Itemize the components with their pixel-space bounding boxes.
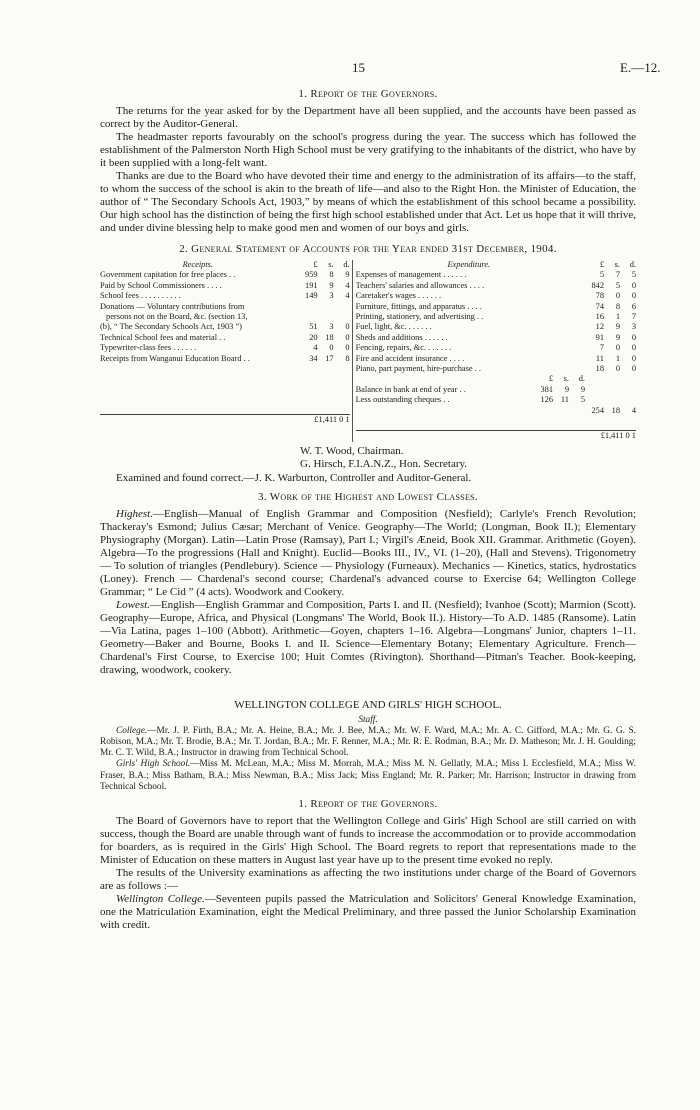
expenditure-row	[356, 354, 636, 364]
college-label: College.	[116, 725, 148, 736]
amount-shillings: 1	[615, 312, 620, 322]
amount-pence: 4	[631, 405, 636, 415]
girls-label: Girls' High School.	[116, 759, 191, 770]
secretary-signature: G. Hirsch, F.I.A.N.Z., Hon. Secretary.	[300, 457, 468, 470]
amount-shillings: 3	[329, 322, 334, 332]
money-header: s.	[614, 260, 620, 269]
amount-shillings: 0	[329, 343, 334, 353]
page-body	[100, 86, 636, 932]
amount-pence: 5	[631, 270, 636, 280]
amount-shillings: 7	[615, 270, 620, 280]
receipt-row	[100, 270, 350, 280]
amount-pence: 3	[631, 322, 636, 332]
expenditure-row	[356, 270, 636, 280]
receipt-row	[100, 291, 350, 301]
outstanding-row	[356, 395, 636, 405]
college-results-label: Wellington College.	[116, 892, 205, 905]
amount-pence: 7	[631, 312, 636, 322]
amount-pounds: 959	[305, 270, 318, 280]
amount-shillings: 0	[615, 364, 620, 374]
money-header: s.	[563, 374, 569, 384]
receipt-row	[100, 312, 350, 322]
lowest-classes	[100, 599, 636, 677]
college-results-text: —Seventeen pupils passed the Matriculation and Solicitors' General Knowledge Examination, one the Matriculation Examination, eight the Medical Preliminary, and three passed the Junior Scholarship Examination with credit.	[100, 892, 636, 931]
account-item-desc: Government capitation for free places . .	[100, 270, 236, 280]
staff-label: Staff.	[358, 714, 378, 725]
amount-pounds: 254	[591, 405, 604, 415]
account-item-desc: Furniture, fittings, and apparatus . . . .	[355, 301, 482, 311]
college-staff	[100, 726, 636, 760]
expenditure-row	[356, 364, 636, 374]
account-item-desc: Piano, part payment, hire-purchase . .	[355, 364, 481, 374]
receipt-row	[100, 322, 350, 332]
amount-pence: 0	[345, 332, 350, 342]
expenditure-total: £1,411 0 1	[600, 431, 636, 441]
accounts-table	[100, 260, 636, 442]
audit-statement: Examined and found correct.—J. K. Warburton, Controller and Auditor-General.	[116, 471, 472, 484]
amount-pounds: 191	[305, 280, 318, 290]
amount-shillings: 9	[564, 384, 569, 394]
receipt-row	[100, 343, 350, 353]
girls-staff-text: —Miss M. McLean, M.A.; Miss M. Morrah, M.A.; Miss M. N. Gellatly, M.A.; Miss I. Ecclesfield, M.A.; Miss W. Fraser, B.A.; Miss Batham, B.A.; Miss Newman, B.A.; Miss Jack; Miss England; Mr. R. Parker; Mr. Harrison; Instructor in drawing from Technical School.	[100, 759, 636, 792]
receipts-total-row	[100, 414, 350, 425]
expenditure-row	[356, 343, 636, 353]
amount-pounds: 78	[595, 291, 604, 301]
receipt-row	[100, 354, 350, 364]
amount-shillings: 18	[325, 332, 334, 342]
expenditure-column	[353, 260, 636, 442]
expenditure-row	[356, 312, 636, 322]
account-item-desc: Fencing, repairs, &c. . . . . . .	[355, 343, 452, 353]
amount-pence: 9	[580, 384, 585, 394]
balance-total-row	[356, 406, 636, 416]
account-item-desc: Teachers' salaries and allowances . . . .	[355, 280, 485, 290]
money-header: £	[599, 260, 604, 269]
amount-pounds: 12	[595, 322, 604, 332]
money-header: d.	[578, 374, 585, 384]
receipts-label: Receipts.	[182, 260, 214, 269]
work-heading: 3. Work of the Highest and Lowest Classes.	[258, 490, 478, 503]
amount-pounds: 91	[595, 332, 604, 342]
account-item-desc: School fees . . . . . . . . . .	[100, 291, 181, 301]
account-item-desc: persons not on the Board, &c. (section 13,	[106, 312, 248, 322]
money-header: £	[313, 260, 318, 269]
account-item-desc: Expenses of management . . . . . .	[355, 270, 467, 280]
amount-pounds: 5	[599, 270, 604, 280]
account-item-desc: Printing, stationery, and advertising . .	[355, 312, 484, 322]
page-number: 15	[352, 60, 365, 75]
amount-pounds: 20	[309, 332, 318, 342]
wellington-report-paragraph: The Board of Governors have to report that the Wellington College and Girls' High School are still carried on with success, though the Board are unable through want of funds to increase the accommodation or to provide accommodation for boarders, as is required in the Girls' High School. The Board regrets to report that representations made to the Minister of Education on these matters in August last year have up to the present time evoked no reply.	[100, 814, 636, 866]
report-paragraph: The headmaster reports favourably on the school's progress during the year. The success which has followed the establishment of the Palmerston North High School must be very gratifying to the inhabitants of the district, who have by it been supplied with a long-felt want.	[100, 131, 636, 169]
amount-shillings: 5	[615, 280, 620, 290]
highest-label: Highest.	[116, 507, 153, 520]
account-item-desc: Sheds and additions . . . . . .	[355, 332, 448, 342]
balance-bank-desc: Balance in bank at end of year . .	[355, 384, 466, 394]
wellington-report-heading: 1. Report of the Governors.	[298, 797, 438, 810]
expenditure-row	[356, 291, 636, 301]
money-header: d.	[343, 260, 350, 269]
expenditure-row	[356, 322, 636, 332]
lowest-text: —English—English Grammar and Composition, Parts I. and II. (Nesfield); Ivanhoe (Scott); Marmion (Scott). Geography—Europe, Africa, and Physical (Longmans' The World, Book II.). History—To A.D. 1485 (Ransome). Latin—Via Latina, pages 1–100 (Abbott). Arithmetic—Goyen, chapters 1–16. Algebra—Longmans' Junior, chapters 1–11. Geometry—Baker and Bourne, Books I. and II. Science—Elementary Botany; Elementary Agriculture. French—Chardenal's First Course, to Exercise 100; Huit Comtes (Rivington). Shorthand—Pitman's Teacher. Book-keeping, drawing, woodwork, cookery.	[100, 598, 636, 676]
account-item-desc: Fire and accident insurance . . . .	[355, 353, 465, 363]
account-item-desc: Caretaker's wages . . . . . .	[355, 291, 442, 301]
money-header: s.	[328, 260, 334, 269]
girls-staff	[100, 759, 636, 793]
amount-pence: 0	[631, 332, 636, 342]
amount-shillings: 1	[615, 353, 620, 363]
amount-pounds: 126	[540, 395, 553, 405]
college-staff-text: —Mr. J. P. Firth, B.A.; Mr. A. Heine, B.A.; Mr. J. Bee, M.A.; Mr. W. F. Ward, M.A.; Mr. A. C. Gifford, M.A.; Mr. G. G. S. Robison, M.A.; Mr. T. Brodie, B.A.; Mr. T. Jordan, B.A.; Mr. F. Renner, M.A.; Mr. R. E. Rodman, B.A.; Mr. D. Matheson; Mr. J. H. Goulding; Mr. C. T. Wild, B.A.; Instructor in drawing from Technical School.	[100, 725, 636, 759]
money-header: £	[548, 374, 553, 384]
amount-pence: 5	[580, 395, 585, 405]
expenditure-row	[356, 281, 636, 291]
chairman-signature: W. T. Wood, Chairman.	[300, 444, 404, 457]
amount-shillings: 17	[325, 353, 334, 363]
amount-shillings: 18	[611, 405, 620, 415]
amount-pounds: 74	[595, 301, 604, 311]
amount-pence: 0	[631, 280, 636, 290]
amount-pence: 0	[631, 353, 636, 363]
amount-pounds: 381	[540, 384, 553, 394]
expenditure-row	[356, 333, 636, 343]
amount-pence: 0	[345, 343, 350, 353]
outstanding-desc: Less outstanding cheques . .	[355, 395, 450, 405]
amount-pence: 6	[631, 301, 636, 311]
amount-shillings: 9	[615, 332, 620, 342]
amount-pounds: 7	[599, 343, 604, 353]
document-reference: E.—12.	[620, 60, 661, 75]
amount-pounds: 51	[309, 322, 318, 332]
amount-shillings: 11	[560, 395, 569, 405]
amount-pence: 4	[345, 280, 350, 290]
report-paragraph: The returns for the year asked for by the Department have all been supplied, and the accounts have been passed as correct by the Auditor-General.	[100, 105, 636, 130]
amount-shillings: 3	[329, 291, 334, 301]
account-item-desc: Receipts from Wanganui Education Board . .	[100, 353, 250, 363]
receipt-row	[100, 281, 350, 291]
receipt-row	[100, 302, 350, 312]
amount-pence: 9	[345, 270, 350, 280]
amount-shillings: 8	[329, 270, 334, 280]
expenditure-label: Expenditure.	[447, 260, 491, 269]
amount-pounds: 34	[309, 353, 318, 363]
highest-classes	[100, 508, 636, 599]
balance-bank-row	[356, 385, 636, 395]
report-paragraph: Thanks are due to the Board who have devoted their time and energy to the administration of its affairs—to the staff, to whom the success of the school is akin to the breath of life—and also to the Right Hon. the Minister of Education, the author of “ The Secondary Schools Act, 1903,” by means of which the establishment of this school became a possibility. Our high school has the distinction of being the first high school established under that Act. Let us hope that it will thrive, and under divine blessing help to make good men and women of our boys and girls.	[100, 170, 636, 234]
amount-pence: 4	[345, 291, 350, 301]
account-item-desc: Donations — Voluntary contributions from	[100, 301, 245, 311]
amount-pounds: 4	[313, 343, 318, 353]
amount-shillings: 8	[615, 301, 620, 311]
expenditure-row	[356, 302, 636, 312]
amount-pounds: 16	[595, 312, 604, 322]
lowest-label: Lowest.	[116, 598, 150, 611]
amount-shillings: 9	[615, 322, 620, 332]
amount-pounds: 842	[591, 280, 604, 290]
signature-block	[300, 445, 636, 471]
amount-pence: 0	[631, 291, 636, 301]
amount-pence: 0	[631, 364, 636, 374]
accounts-heading: 2. General Statement of Accounts for the Year ended 31st December, 1904.	[179, 243, 557, 255]
receipts-column	[100, 260, 353, 442]
account-item-desc: Paid by School Commissioners . . . .	[100, 280, 222, 290]
wellington-report-paragraph: The results of the University examinations as affecting the two institutions under charge of the Board of Governors are as follows :—	[100, 866, 636, 892]
receipt-row	[100, 333, 350, 343]
amount-pounds: 11	[595, 353, 604, 363]
amount-pence: 0	[631, 343, 636, 353]
amount-shillings: 9	[329, 280, 334, 290]
report-heading: 1. Report of the Governors.	[298, 88, 438, 100]
amount-pence: 8	[345, 353, 350, 363]
college-results	[100, 893, 636, 932]
account-item-desc: Technical School fees and material . .	[100, 332, 226, 342]
amount-pence: 0	[345, 322, 350, 332]
amount-pounds: 18	[595, 364, 604, 374]
expenditure-total-row	[356, 430, 636, 441]
amount-shillings: 0	[615, 343, 620, 353]
amount-pounds: 149	[305, 291, 318, 301]
money-header: d.	[629, 260, 636, 269]
receipts-total: £1,411 0 1	[314, 415, 350, 425]
amount-shillings: 0	[615, 291, 620, 301]
account-item-desc: Fuel, light, &c. . . . . . .	[355, 322, 432, 332]
account-item-desc: (b), “ The Secondary Schools Act, 1903 ”)	[100, 322, 242, 332]
wellington-title: WELLINGTON COLLEGE AND GIRLS' HIGH SCHOOL.	[234, 698, 502, 711]
account-item-desc: Typewriter-class fees . . . . . .	[100, 343, 197, 353]
highest-text: —English—Manual of English Grammar and Composition (Nesfield); Carlyle's French Revolution; Thackeray's Esmond; Julius Cæsar; Merchant of Venice. Geography—The World; (Longman, Book II.); Elementary Physiography (Morgan). Latin—Latin Prose (Ramsay), Part I.; Virgil's Æneid, Book XII. Grammar. Arithmetic (Goyen). Algebra—To the progressions (Hall and Knight). Euclid—Books III., IV., VI. (1–20), (Hall and Stevens). Trigonometry — To solution of triangles (Pendlebury). Science — Physiology (Furneaux). Mechanics — Kinetics, statics, hydrostatics (Loney). French — Chardenal's second course; Chardenal's advanced course to Exercise 64; Wellington College Grammar; “ Le Cid ” (4 acts). Woodwork and Cookery.	[100, 507, 636, 598]
